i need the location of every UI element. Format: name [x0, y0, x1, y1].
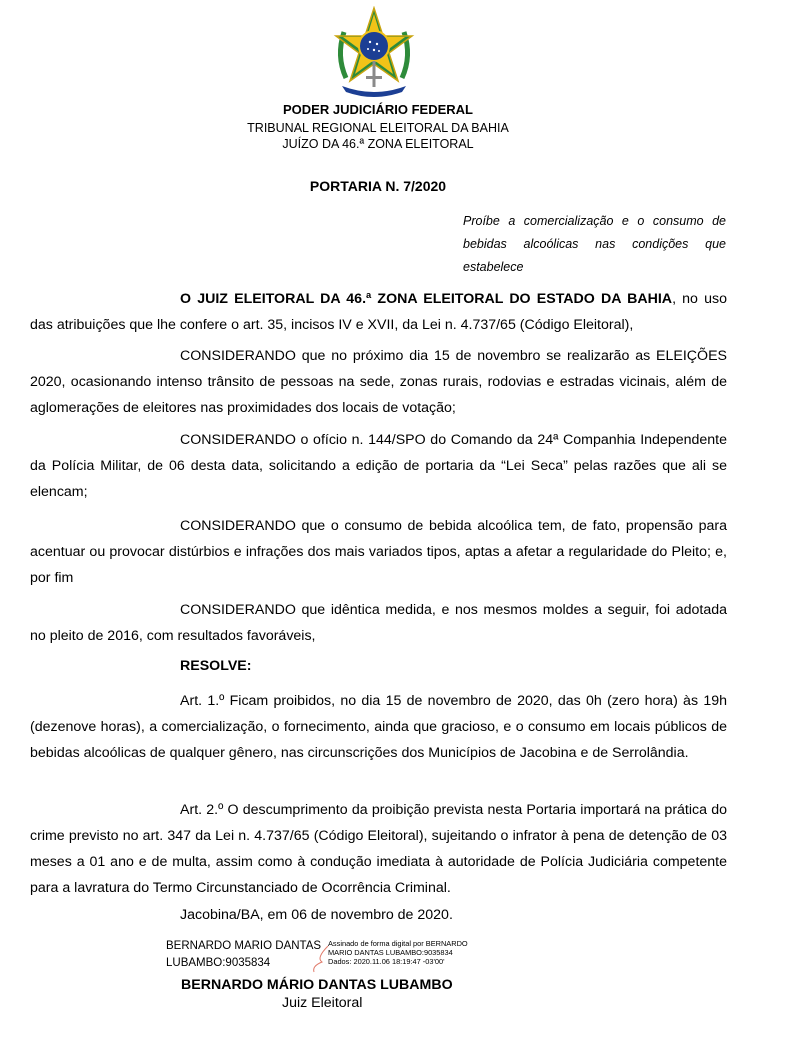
preamble-rest: , no uso das atribuições que lhe confere o art. 35, incisos IV e XVII, da Lei n. 4.737/65 (Código Eleitoral),: [30, 291, 727, 333]
header-zone: JUÍZO DA 46.ª ZONA ELEITORAL: [282, 137, 474, 151]
resolve-heading: RESOLVE:: [180, 658, 252, 674]
considerando-3: CONSIDERANDO que o consumo de bebida alcoólica tem, de fato, propensão para acentuar ou provocar distúrbios e infrações dos mais variados tipos, aptas a afetar a regularidade do Pleito; e, por fim: [30, 518, 727, 586]
digital-signature-info-line1: Assinado de forma digital por BERNARDO: [328, 939, 468, 948]
article-1: Art. 1.º Ficam proibidos, no dia 15 de novembro de 2020, das 0h (zero hora) às 19h (dezenove horas), a comercialização, o fornecimento, ainda que gracioso, e o consumo em locais públicos de bebidas alcoólicas de qualquer gênero, nas circunscrições dos Municípios de Jacobina e de Serrolândia.: [30, 693, 727, 761]
digital-signature-name: [166, 938, 331, 972]
signer-role: Juiz Eleitoral: [282, 995, 363, 1011]
date-line: Jacobina/BA, em 06 de novembro de 2020.: [180, 907, 453, 923]
document-title: PORTARIA N. 7/2020: [309, 178, 447, 194]
considerando-4: CONSIDERANDO que idêntica medida, e nos mesmos moldes a seguir, foi adotada no pleito de 2016, com resultados favoráveis,: [30, 602, 727, 644]
header-institution: PODER JUDICIÁRIO FEDERAL: [283, 102, 473, 117]
digital-signature-name-line2: LUBAMBO:9035834: [166, 957, 271, 969]
ementa: Proíbe a comercialização e o consumo de bebidas alcoólicas nas condições que estabelece: [463, 214, 726, 274]
signer-name: BERNARDO MÁRIO DANTAS LUBAMBO: [181, 977, 453, 993]
article-2: Art. 2.º O descumprimento da proibição prevista nesta Portaria importará na prática do crime previsto no art. 347 da Lei n. 4.737/65 (Código Eleitoral), sujeitando o infrator à pena de detenção de 03 meses a 01 ano e de multa, assim como à condução imediata à autoridade de Polícia Judiciária competente para a lavratura do Termo Circunstanciado de Ocorrência Criminal.: [30, 802, 727, 896]
preamble: [30, 286, 727, 338]
considerando-1: CONSIDERANDO que no próximo dia 15 de novembro se realizarão as ELEIÇÕES 2020, ocasionando intenso trânsito de pessoas na sede, zonas rurais, rodovias e estradas vicinais, além de aglomerações de eleitores nas proximidades dos locais de votação;: [30, 348, 727, 416]
digital-signature-info-line3: Dados: 2020.11.06 18:19:47 -03'00': [328, 957, 445, 966]
digital-signature-name-line1: BERNARDO MARIO DANTAS: [166, 940, 322, 952]
considerando-2: CONSIDERANDO o ofício n. 144/SPO do Comando da 24ª Companhia Independente da Polícia Militar, de 06 desta data, solicitando a edição de portaria da “Lei Seca” pelas razões que ali se elencam;: [30, 432, 727, 500]
coat-of-arms-brazil-icon: [332, 6, 416, 98]
digital-signature-info-line2: MARIO DANTAS LUBAMBO:9035834: [328, 948, 453, 957]
header-tribunal: TRIBUNAL REGIONAL ELEITORAL DA BAHIA: [247, 121, 509, 135]
preamble-bold: O JUIZ ELEITORAL DA 46.ª ZONA ELEITORAL DO ESTADO DA BAHIA: [180, 291, 673, 307]
digital-signature-info: [328, 939, 498, 966]
